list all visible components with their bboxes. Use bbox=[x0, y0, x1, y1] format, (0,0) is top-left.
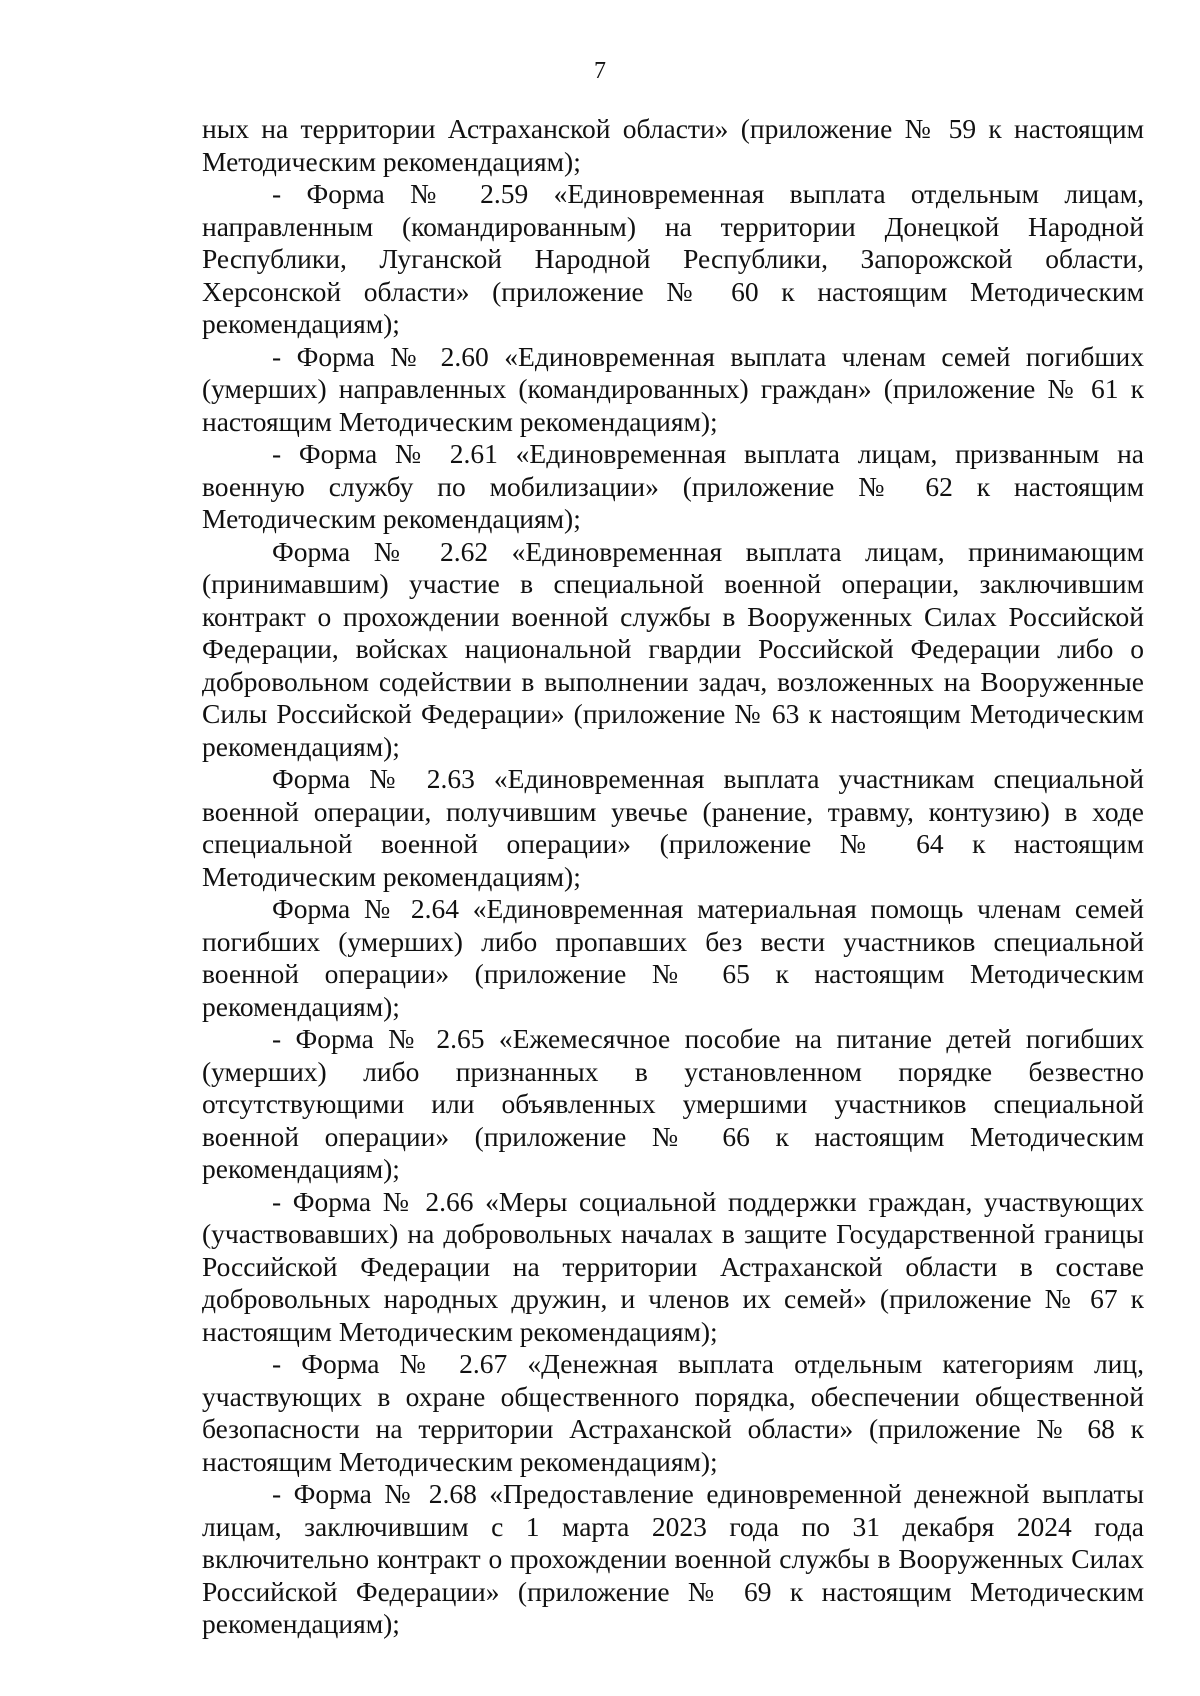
paragraph-form-2-60: - Форма № 2.60 «Единовременная выплата членам семей погибших (умерших) направленных (командированных) граждан» (приложение № 61 к настоящим Методическим рекомендациям); bbox=[202, 340, 1144, 437]
paragraph-form-2-65: - Форма № 2.65 «Ежемесячное пособие на питание детей погибших (умерших) либо признанных в установленном порядке безвестно отсутствующими или объявленных умершими участников специальной военной операции» (приложение № 66 к настоящим Методическим рекомендациям); bbox=[202, 1023, 1144, 1184]
paragraph-form-2-63: Форма № 2.63 «Единовременная выплата участникам специальной военной операции, получившим увечье (ранение, травму, контузию) в ходе специальной военной операции» (приложение № 64 к настоящим Методическим рекомендациям); bbox=[202, 763, 1144, 892]
paragraph-form-2-61: - Форма № 2.61 «Единовременная выплата лицам, призванным на военную службу по мобилизации» (приложение № 62 к настоящим Методическим рекомендациям); bbox=[202, 438, 1144, 534]
paragraph-form-2-66: - Форма № 2.66 «Меры социальной поддержки граждан, участвующих (участвовавших) на добровольных началах в защите Государственной границы Российской Федерации на территории Астраханской области в составе добровольных народных дружин, и членов их семей» (приложение № 67 к настоящим Методическим рекомендациям); bbox=[202, 1185, 1144, 1347]
paragraph-form-2-64: Форма № 2.64 «Единовременная материальная помощь членам семей погибших (умерших) либо пропавших без вести участников специальной военной операции» (приложение № 65 к настоящим Методическим рекомендациям); bbox=[202, 893, 1144, 1022]
document-body bbox=[202, 113, 1144, 1641]
page-number: 7 bbox=[594, 58, 606, 84]
paragraph-form-2-62: Форма № 2.62 «Единовременная выплата лицам, принимающим (принимавшим) участие в специальной военной операции, заключившим контракт о прохождении военной службы в Вооруженных Силах Российской Федерации, войсках национальной гвардии Российской Федерации либо о добровольном содействии в выполнении задач, возложенных на Вооруженные Силы Российской Федерации» (приложение № 63 к настоящим Методическим рекомендациям); bbox=[202, 535, 1144, 762]
paragraph-continuation: ных на территории Астраханской области» (приложение № 59 к настоящим Методическим рекомендациям); bbox=[202, 113, 1144, 177]
paragraph-form-2-67: - Форма № 2.67 «Денежная выплата отдельным категориям лиц, участвующих в охране общественного порядка, обеспечении общественной безопасности на территории Астраханской области» (приложение № 68 к настоящим Методическим рекомендациям); bbox=[202, 1348, 1144, 1477]
paragraph-form-2-59: - Форма № 2.59 «Единовременная выплата отдельным лицам, направленным (командированным) на территории Донецкой Народной Республики, Луганской Народной Республики, Запорожской области, Херсонской области» (приложение № 60 к настоящим Методическим рекомендациям); bbox=[202, 178, 1144, 339]
paragraph-form-2-68: - Форма № 2.68 «Предоставление единовременной денежной выплаты лицам, заключившим с 1 марта 2023 года по 31 декабря 2024 года включительно контракт о прохождении военной службы в Вооруженных Силах Российской Федерации» (приложение № 69 к настоящим Методическим рекомендациям); bbox=[202, 1478, 1144, 1639]
